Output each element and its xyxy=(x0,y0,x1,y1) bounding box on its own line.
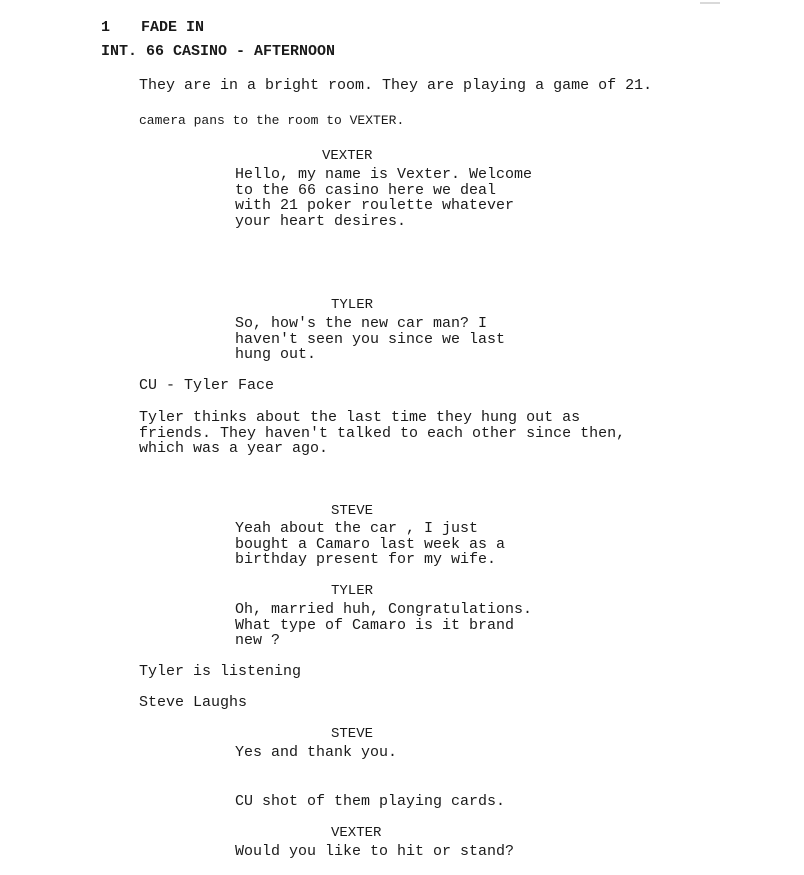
scene-heading: INT. 66 CASINO - AFTERNOON xyxy=(101,43,336,60)
dialogue-line: birthday present for my wife. xyxy=(235,551,497,568)
action-line: CU shot of them playing cards. xyxy=(235,793,506,810)
action-line: Steve Laughs xyxy=(139,694,248,711)
dialogue-line: Would you like to hit or stand? xyxy=(235,843,515,860)
dialogue-line: haven't seen you since we last xyxy=(235,330,506,348)
character-name: TYLER xyxy=(331,297,374,313)
character-name: STEVE xyxy=(331,503,374,519)
dialogue-line: your heart desires. xyxy=(235,212,407,230)
action-line: Tyler is listening xyxy=(139,663,302,680)
action-line: friends. They haven't talked to each other since then, xyxy=(139,424,626,442)
character-name: TYLER xyxy=(331,583,374,599)
action-line: CU - Tyler Face xyxy=(139,377,275,394)
character-name: VEXTER xyxy=(322,148,373,164)
dialogue-line: So, how's the new car man? I xyxy=(235,315,488,332)
character-name: STEVE xyxy=(331,726,374,742)
dialogue-block xyxy=(235,844,514,860)
character-name: VEXTER xyxy=(331,825,382,841)
dialogue-block xyxy=(235,167,532,229)
dialogue-line: Yes and thank you. xyxy=(235,744,398,761)
page-corner-mark xyxy=(700,0,720,4)
dialogue-block xyxy=(235,602,532,649)
action-line: They are in a bright room. They are playing a game of 21. xyxy=(139,77,653,94)
dialogue-line: Yeah about the car , I just xyxy=(235,520,479,537)
dialogue-line: bought a Camaro last week as a xyxy=(235,535,506,553)
dialogue-line: to the 66 casino here we deal xyxy=(235,181,497,199)
action-line: which was a year ago. xyxy=(139,440,329,457)
dialogue-block xyxy=(235,745,397,761)
dialogue-block xyxy=(235,316,505,363)
dialogue-line: hung out. xyxy=(235,346,317,363)
action-line: camera pans to the room to VEXTER. xyxy=(139,113,405,128)
dialogue-block xyxy=(235,521,505,568)
dialogue-line: What type of Camaro is it brand xyxy=(235,616,515,634)
action-block xyxy=(139,410,625,457)
dialogue-line: new ? xyxy=(235,632,281,649)
dialogue-line: with 21 poker roulette whatever xyxy=(235,197,515,214)
dialogue-line: Hello, my name is Vexter. Welcome xyxy=(235,166,533,183)
dialogue-line: Oh, married huh, Congratulations. xyxy=(235,601,533,618)
transition-fade-in: FADE IN xyxy=(141,19,205,36)
action-line: Tyler thinks about the last time they hung out as xyxy=(139,409,581,426)
scene-number: 1 xyxy=(101,19,111,36)
